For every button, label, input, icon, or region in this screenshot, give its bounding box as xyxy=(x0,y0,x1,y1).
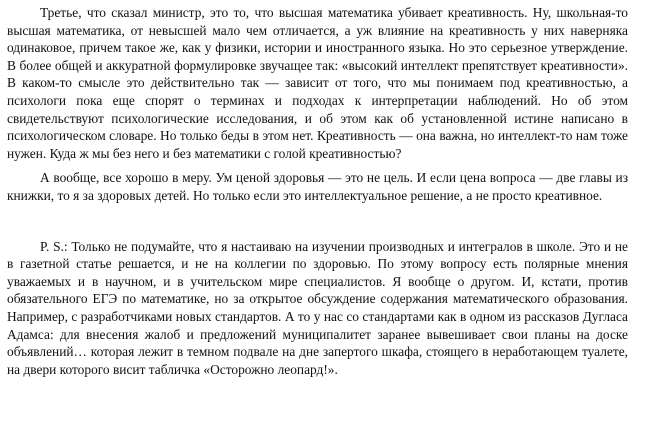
paragraph-spacer xyxy=(7,162,628,169)
document-page xyxy=(7,4,628,378)
paragraph-postscript: P. S.: Только не подумайте, что я настаиваю на изучении производных и интегралов в школе. Это и не в газетной статье решается, и не на коллегии по здоровью. По этому вопросу есть полярные мнения уважаемых и в научном, и в учительском мире специалистов. Я вообще о другом. И, кстати, против обязательного ЕГЭ по математике, но за открытое обсуждение содержания математического образования. Например, с разработчиками новых стандартов. А то у нас со стандартами как в одном из рассказов Дугласа Адамса: для внесения жалоб и предложений муниципалитет заранее вывешивает свои планы на доске объявлений… которая лежит в темном подвале на дне запертого шкафа, стоящего в неработающем туалете, на двери которого висит табличка «Осторожно леопард!». xyxy=(7,238,628,377)
section-spacer xyxy=(7,205,628,238)
paragraph-minister-math: Третье, что сказал министр, это то, что высшая математика убивает креативность. Ну, школьная-то высшая математика, от невысшей мало чем отличается, а уж влияние на креативность у них наверняка одинаковое, причем такое же, как у физики, истории и иностранного языка. Но это серьезное утверждение. В более общей и аккуратной формулировке звучащее так: «высокий интеллект препятствует креативности». В каком-то смысле это действительно так — зависит от того, что мы понимаем под креативностью, а психологи пока еще спорят о терминах и подходах к интерпретации наблюдений. Но об этом свидетельствуют психологические исследования, и об этом как об установленной истине написано в психологическом словаре. Но только беды в этом нет. Креативность — она важна, но интеллект-то нам тоже нужен. Куда ж мы без него и без математики с голой креативностью? xyxy=(7,5,628,161)
paragraph-moderation: А вообще, все хорошо в меру. Ум ценой здоровья — это не цель. И если цена вопроса — две главы из книжки, то я за здоровых детей. Но только если это интеллектуальное решение, а не просто креативное. xyxy=(7,170,628,203)
